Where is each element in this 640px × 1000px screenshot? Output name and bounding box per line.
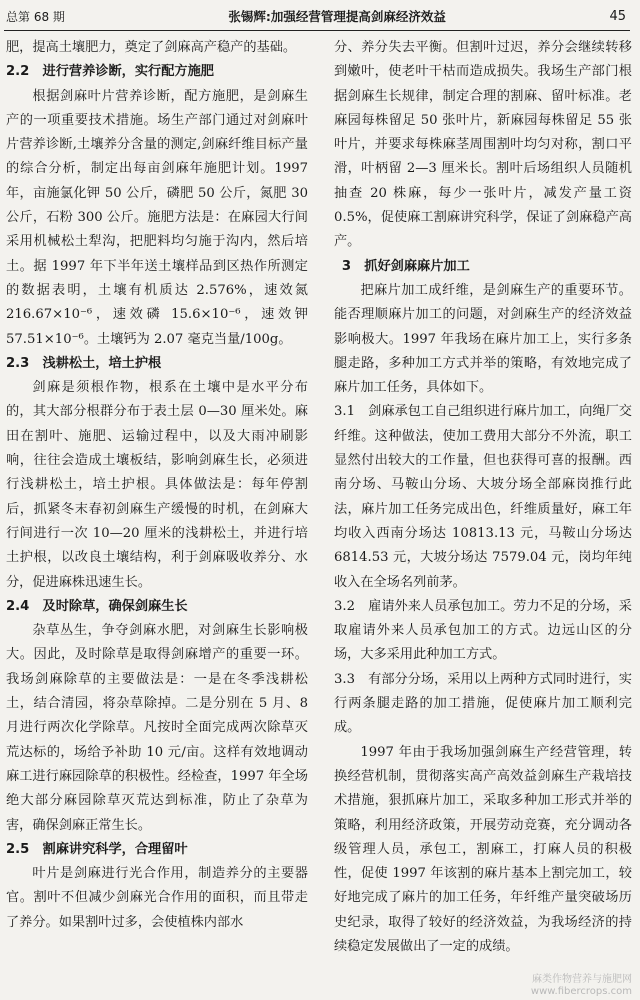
site-watermark bbox=[502, 974, 632, 998]
left-column bbox=[6, 36, 308, 980]
section-heading: 2.2 进行营养诊断，实行配方施肥 bbox=[6, 64, 214, 80]
body-paragraph: 肥，提高土壤肥力，奠定了剑麻高产稳产的基础。 bbox=[6, 40, 297, 55]
section-heading: 3 抓好剑麻麻片加工 bbox=[341, 258, 470, 274]
section-heading: 2.3 浅耕松土，培土护根 bbox=[6, 355, 162, 371]
section-heading: 2.4 及时除草，确保剑麻生长 bbox=[6, 598, 188, 614]
page-number: 45 bbox=[609, 8, 626, 24]
watermark-site-name: 麻类作物营养与施肥网 bbox=[532, 974, 632, 985]
body-paragraph: 杂草丛生，争夺剑麻水肥，对剑麻生长影响极大。因此，及时除草是取得剑麻增产的重要一环。我场剑麻除草的主要做法是：一是在冬季浅耕松土，结合清园，将杂草除掉。二是分别在 5 月、8 月进行两次化学除草。凡按时全面完成两次除草灭荒达标的，场给予补助 10 元/亩。这样有效地调动麻工进行麻园除草的积极性。经检查，1997 年全场绝大部分麻园除草灭荒达到标准，防止了杂草为害，确保剑麻正常生长。 bbox=[6, 623, 308, 833]
running-header bbox=[6, 2, 626, 30]
body-paragraph: 分、养分失去平衡。但割叶过迟，养分会继续转移到嫩叶，使老叶干枯而造成损失。我场生产部门根据剑麻生长规律，制定合理的割麻、留叶标准。老麻园每株留足 50 张叶片，新麻园每株留足 55 张叶片，并要求每株麻茎周围割叶均匀对称，割口平滑，叶柄留 2—3 厘米长。割叶后场组织人员随机抽查 20 株麻，每少一张叶片，减发产量工资 0.5%，促使麻工割麻讲究科学，保证了剑麻稳产高产。 bbox=[334, 40, 632, 250]
body-paragraph: 3.3 有部分分场，采用以上两种方式同时进行，实行两条腿走路的加工措施，促使麻片加工顺利完成。 bbox=[334, 671, 632, 736]
body-paragraph: 1997 年由于我场加强剑麻生产经营管理，转换经营机制，贯彻落实高产高效益剑麻生产栽培技术措施，狠抓麻片加工，采取多种加工形式并举的策略，利用经济政策，开展劳动竞赛，充分调动各级管理人员，承包工，割麻工，打麻人员的积极性，促使 1997 年该割的麻片基本上割完加工，较好地完成了麻片的加工任务，年纤维产量突破场历史纪录，取得了较好的经济效益，为我场经济的持续稳定发展做出了一定的成绩。 bbox=[334, 744, 632, 954]
body-paragraph: 3.2 雇请外来人员承包加工。劳力不足的分场，采取雇请外来人员承包加工的方式。边远山区的分场，大多采用此种加工方式。 bbox=[334, 598, 632, 663]
watermark-url: www.fibercrops.com bbox=[530, 986, 632, 997]
body-paragraph: 根据剑麻叶片营养诊断，配方施肥，是剑麻生产的一项重要技术措施。场生产部门通过对剑麻叶片营养诊断,土壤养分含量的测定,剑麻纤维目标产量的综合分析，制定出每亩剑麻年施肥计划。1997 年，亩施氯化钾 50 公斤，磷肥 50 公斤，氮肥 30 公斤，石粉 300 公斤。施肥方法是：在麻园大行间采用机械松土犁沟，把肥料均匀施于沟内，然后培土。据 1997 年下半年送土壤样品到区热作所测定的数据表明，土壤有机质达 2.576%，速效氮 216.67×10⁻⁶，速效磷 15.6×10⁻⁶，速效钾 57.51×10⁻⁶。土壤钙为 2.07 毫克当量/100g。 bbox=[6, 88, 308, 347]
body-paragraph: 剑麻是须根作物，根系在土壤中是水平分布的，其大部分根群分布于表土层 0—30 厘米处。麻田在割叶、施肥、运输过程中，以及大雨冲刷影响，往往会造成土壤板结，影响剑麻生长，必须进行浅耕松土，培土护根。具体做法是：每年停割后，抓紧冬末春初剑麻生产缓慢的时机，在剑麻大行间进行一次 10—20 厘米的浅耕松土，并进行培土护根，以改良土壤结构，利于剑麻吸收养分、水分，促进麻株迅速生长。 bbox=[6, 380, 308, 590]
issue-label: 总第 68 期 bbox=[6, 9, 65, 24]
body-paragraph: 3.1 剑麻承包工自己组织进行麻片加工，向绳厂交纤维。这种做法，使加工费用大部分不外流，职工显然付出较大的工作量，但也获得可喜的报酬。西南分场、马鞍山分场、大坡分场全部麻岗推行此法，麻片加工任务完成出色，纤维质量好，麻工年均收入西南分场达 10813.13 元，马鞍山分场达 6814.53 元，大坡分场达 7579.04 元，岗均年纯收入在全场名列前茅。 bbox=[334, 404, 632, 590]
right-column bbox=[334, 36, 632, 980]
body-paragraph: 把麻片加工成纤维，是剑麻生产的重要环节。能否理顺麻片加工的问题，对剑麻生产的经济效益影响极大。1997 年我场在麻片加工上，实行多条腿走路，多种加工方式并举的策略，有效地完成了麻片加工任务，具体如下。 bbox=[334, 282, 632, 396]
section-heading: 2.5 割麻讲究科学，合理留叶 bbox=[6, 841, 188, 857]
body-paragraph: 叶片是剑麻进行光合作用，制造养分的主要器官。割叶不但减少剑麻光合作用的面积，而且带走了养分。如果割叶过多，会使植株内部水 bbox=[6, 866, 308, 930]
article-running-title: 张锡辉:加强经营管理提高剑麻经济效益 bbox=[228, 9, 446, 24]
header-rule bbox=[4, 30, 630, 31]
